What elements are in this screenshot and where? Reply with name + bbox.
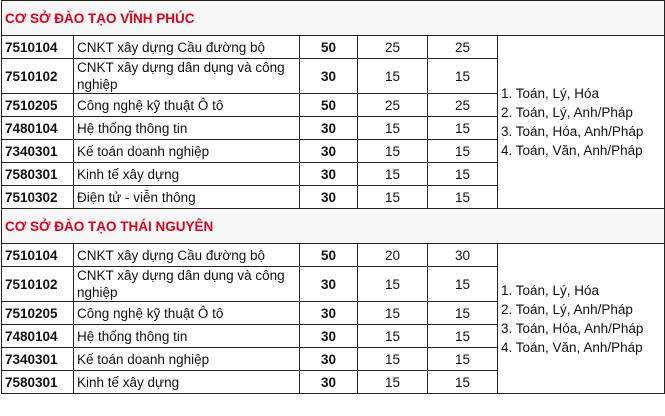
major-code: 7510205 [2, 302, 74, 325]
combination-item: 2. Toán, Lý, Anh/Pháp [501, 105, 633, 120]
major-name: Kinh tế xây dựng [74, 371, 300, 394]
quota-method-a: 15 [358, 140, 428, 163]
major-name: Điện tử - viễn thông [74, 186, 300, 209]
table-row [2, 36, 665, 59]
quota-method-a: 15 [358, 371, 428, 394]
major-name: CNKT xây dựng dân dụng và công nghiệp [74, 59, 300, 94]
quota-method-a: 25 [358, 94, 428, 117]
section-header-row [2, 209, 665, 244]
quota: 30 [300, 302, 358, 325]
quota: 30 [300, 186, 358, 209]
quota-method-a: 15 [358, 163, 428, 186]
quota-method-a: 15 [358, 348, 428, 371]
major-code: 7510104 [2, 36, 74, 59]
major-name: Hệ thống thông tin [74, 117, 300, 140]
quota-method-a: 15 [358, 59, 428, 94]
combination-item: 2. Toán, Lý, Anh/Pháp [501, 301, 633, 317]
quota: 30 [300, 267, 358, 302]
combination-item: 1. Toán, Lý, Hóa [501, 86, 600, 101]
quota: 30 [300, 59, 358, 94]
subject-combinations [498, 36, 665, 209]
quota-method-b: 30 [428, 244, 498, 267]
major-code: 7340301 [2, 140, 74, 163]
major-code: 7510302 [2, 186, 74, 209]
combination-item: 4. Toán, Văn, Anh/Pháp [501, 339, 643, 355]
major-name: CNKT xây dựng Cầu đường bộ [74, 244, 300, 267]
quota-method-b: 25 [428, 36, 498, 59]
quota-method-b: 15 [428, 59, 498, 94]
quota-method-a: 15 [358, 117, 428, 140]
quota-method-a: 15 [358, 302, 428, 325]
major-name: Công nghệ kỹ thuật Ô tô [74, 94, 300, 117]
major-code: 7510104 [2, 244, 74, 267]
quota-method-b: 15 [428, 163, 498, 186]
quota-method-a: 15 [358, 267, 428, 302]
major-name: Kế toán doanh nghiệp [74, 348, 300, 371]
quota-method-b: 15 [428, 186, 498, 209]
section-title: CƠ SỞ ĐÀO TẠO THÁI NGUYÊN [2, 209, 665, 244]
quota-method-b: 15 [428, 325, 498, 348]
quota-method-a: 25 [358, 36, 428, 59]
quota: 30 [300, 371, 358, 394]
combination-item: 1. Toán, Lý, Hóa [501, 282, 600, 298]
combination-item: 4. Toán, Văn, Anh/Pháp [501, 143, 643, 158]
quota-method-b: 15 [428, 371, 498, 394]
major-code: 7510102 [2, 59, 74, 94]
admissions-table [1, 0, 665, 394]
major-code: 7480104 [2, 325, 74, 348]
quota: 30 [300, 117, 358, 140]
major-name: CNKT xây dựng Cầu đường bộ [74, 36, 300, 59]
major-name: Kinh tế xây dựng [74, 163, 300, 186]
major-code: 7480104 [2, 117, 74, 140]
section-header-row [2, 1, 665, 36]
quota-method-b: 25 [428, 94, 498, 117]
quota: 50 [300, 94, 358, 117]
section-title: CƠ SỞ ĐÀO TẠO VĨNH PHÚC [2, 1, 665, 36]
subject-combinations [498, 244, 665, 394]
quota: 30 [300, 325, 358, 348]
quota: 30 [300, 140, 358, 163]
quota: 30 [300, 163, 358, 186]
table-row [2, 244, 665, 267]
quota: 50 [300, 36, 358, 59]
major-code: 7340301 [2, 348, 74, 371]
major-code: 7510205 [2, 94, 74, 117]
quota-method-b: 15 [428, 302, 498, 325]
quota-method-b: 15 [428, 348, 498, 371]
quota-method-a: 15 [358, 325, 428, 348]
quota-method-b: 15 [428, 117, 498, 140]
quota-method-b: 15 [428, 267, 498, 302]
quota-method-a: 20 [358, 244, 428, 267]
quota: 30 [300, 348, 358, 371]
major-code: 7580301 [2, 371, 74, 394]
major-name: Kế toán doanh nghiệp [74, 140, 300, 163]
major-code: 7510102 [2, 267, 74, 302]
combination-item: 3. Toán, Hóa, Anh/Pháp [501, 320, 644, 336]
quota: 50 [300, 244, 358, 267]
major-name: Công nghệ kỹ thuật Ô tô [74, 302, 300, 325]
major-name: Hệ thống thông tin [74, 325, 300, 348]
quota-method-a: 15 [358, 186, 428, 209]
quota-method-b: 15 [428, 140, 498, 163]
major-name: CNKT xây dựng dân dụng và công nghiệp [74, 267, 300, 302]
major-code: 7580301 [2, 163, 74, 186]
combination-item: 3. Toán, Hóa, Anh/Pháp [501, 124, 644, 139]
